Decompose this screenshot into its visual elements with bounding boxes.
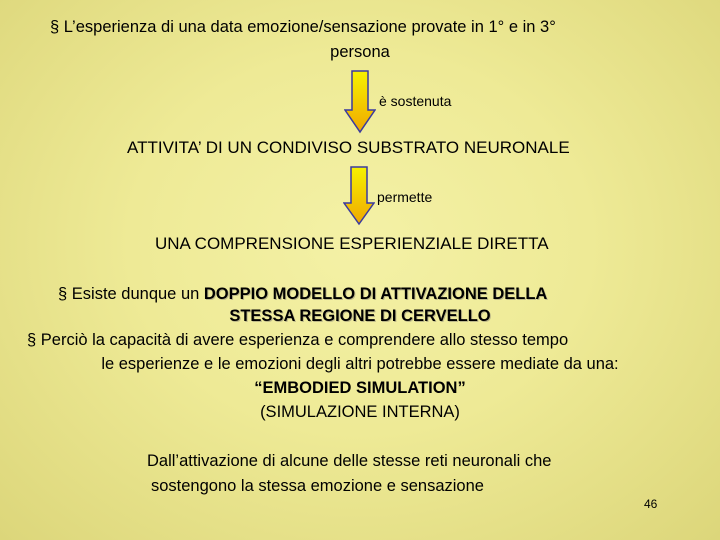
bullet-3-line-2: le esperienze e le emozioni degli altri potrebbe essere mediate da una: <box>101 355 619 373</box>
bullet-2-line-1: § Esiste dunque un DOPPIO MODELLO DI ATTIVAZIONE DELLA <box>58 285 548 303</box>
bullet-2-line-2: STESSA REGIONE DI CERVELLO <box>229 307 491 325</box>
bullet-1-line-2: persona <box>330 43 390 61</box>
down-arrow-icon <box>343 166 375 226</box>
bullet-1-text: L’esperienza di una data emozione/sensazione provate in 1° e in 3° <box>63 18 556 36</box>
page-number: 46 <box>644 497 658 511</box>
note-line-2: sostengono la stessa emozione e sensazione <box>151 477 484 495</box>
arrow-2-label: permette <box>377 189 433 205</box>
note-line-1: Dall’attivazione di alcune delle stesse reti neuronali che <box>147 452 552 470</box>
down-arrow-icon <box>344 70 376 134</box>
bullet-3-line-1: § Perciò la capacità di avere esperienza e comprendere allo stesso tempo <box>27 331 569 349</box>
bullet-marker: § <box>58 285 68 303</box>
statement-1: ATTIVITA’ DI UN CONDIVISO SUBSTRATO NEURONALE <box>127 138 570 157</box>
statement-2: UNA COMPRENSIONE ESPERIENZIALE DIRETTA <box>155 234 549 253</box>
arrow-1-label: è sostenuta <box>379 93 452 109</box>
bullet-1-line-1 <box>50 18 556 37</box>
bullet-marker: § <box>27 331 37 349</box>
bullet-3-line-3: “EMBODIED SIMULATION” <box>254 379 466 397</box>
bullet-3-line-4: (SIMULAZIONE INTERNA) <box>260 403 460 421</box>
bullet-marker: § <box>50 18 60 36</box>
emphasis-text: DOPPIO MODELLO DI ATTIVAZIONE DELLA <box>203 285 548 303</box>
